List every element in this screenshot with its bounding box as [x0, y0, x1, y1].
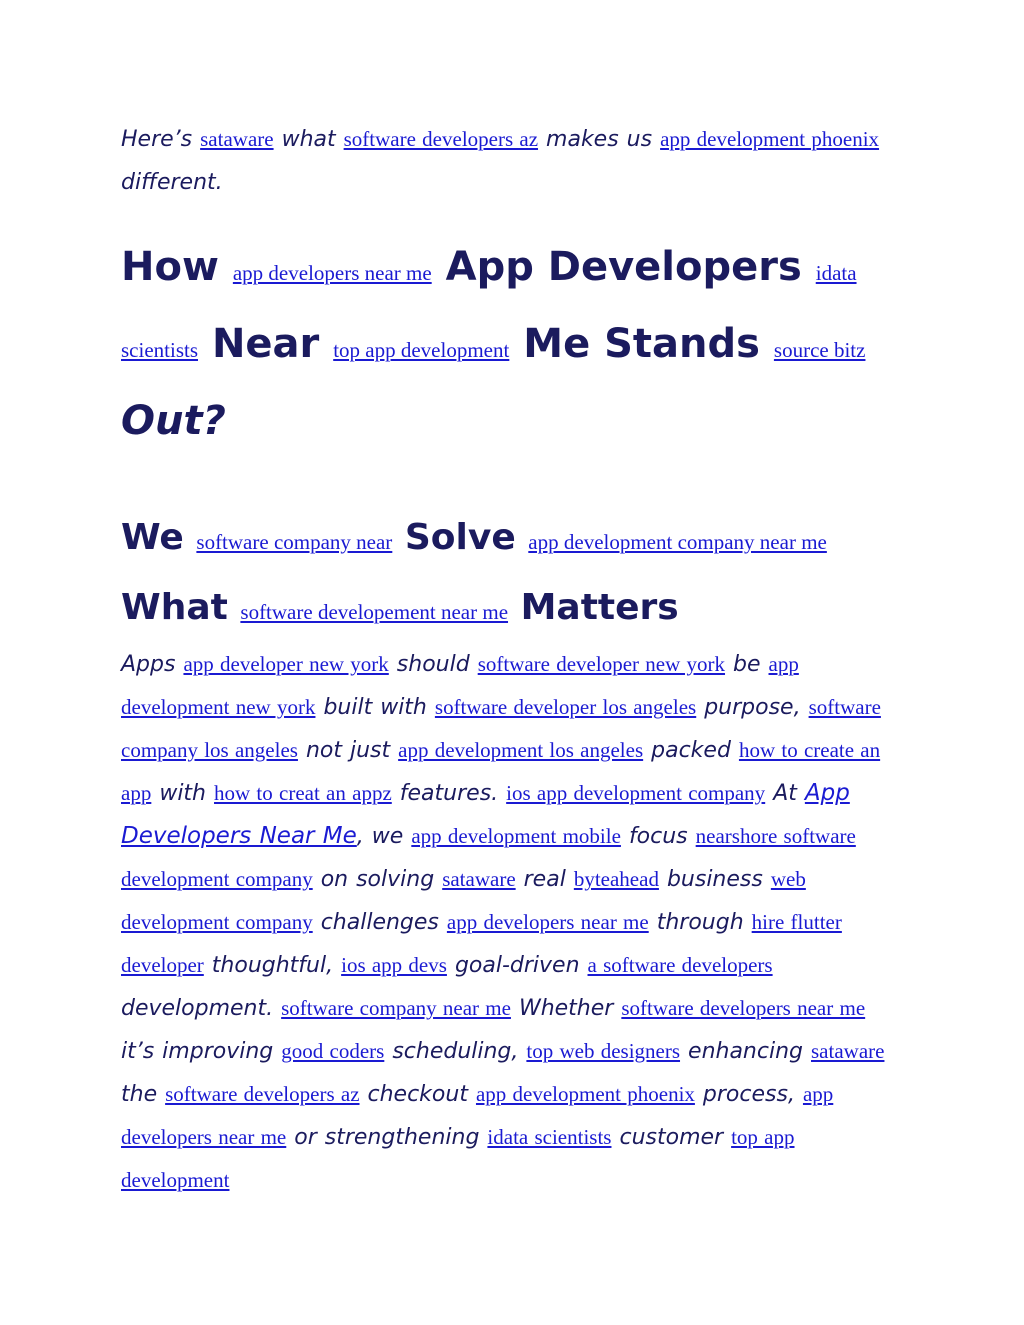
- link[interactable]: top app development: [121, 1125, 795, 1192]
- link[interactable]: software developers az: [343, 127, 539, 151]
- text-run: through: [656, 910, 744, 935]
- text-run: on solving: [320, 867, 435, 892]
- intro-paragraph: [121, 118, 901, 204]
- link[interactable]: software company near me: [281, 996, 511, 1020]
- link[interactable]: idata scientists: [487, 1125, 612, 1149]
- link[interactable]: sataware: [442, 867, 516, 891]
- link[interactable]: app developers near me: [121, 1082, 834, 1149]
- text-run: features.: [399, 781, 499, 806]
- text-run: real: [523, 867, 566, 892]
- link[interactable]: sataware: [811, 1039, 885, 1063]
- text-run: goal-driven: [454, 953, 580, 978]
- link[interactable]: source bitz: [773, 338, 866, 362]
- link[interactable]: sataware: [200, 127, 274, 151]
- link[interactable]: app development mobile: [411, 824, 621, 848]
- text-run: checkout: [367, 1082, 468, 1107]
- text-run: different.: [121, 170, 223, 195]
- text-run: business: [666, 867, 763, 892]
- text-run: makes us: [546, 127, 653, 152]
- text-run: customer: [619, 1125, 724, 1150]
- link[interactable]: software company near: [196, 530, 393, 554]
- heading-how-app-developers: [121, 232, 901, 457]
- link[interactable]: top app development: [333, 338, 510, 362]
- link[interactable]: software developer los angeles: [434, 695, 697, 719]
- text-run: built with: [323, 695, 427, 720]
- text-run: focus: [628, 824, 688, 849]
- text-run: development.: [121, 996, 274, 1021]
- link[interactable]: ios app devs: [341, 953, 447, 977]
- text-run: it’s improving: [121, 1039, 274, 1064]
- link[interactable]: software company los angeles: [121, 695, 881, 762]
- text-run: How: [121, 244, 219, 290]
- link[interactable]: nearshore software development company: [121, 824, 856, 891]
- text-run: purpose,: [704, 695, 801, 720]
- link[interactable]: app developers near me: [446, 910, 649, 934]
- link[interactable]: how to creat an appz: [214, 781, 392, 805]
- text-run: We: [121, 517, 184, 558]
- link[interactable]: app development phoenix: [660, 127, 880, 151]
- text-run: Matters: [520, 587, 679, 628]
- text-run: the: [121, 1082, 158, 1107]
- link[interactable]: software developers near me: [621, 996, 866, 1020]
- link[interactable]: app development company near me: [528, 530, 827, 554]
- link[interactable]: ios app development company: [506, 781, 766, 805]
- link[interactable]: app development phoenix: [475, 1082, 695, 1106]
- link[interactable]: web development company: [121, 867, 806, 934]
- link[interactable]: app developers near me: [232, 261, 432, 285]
- link[interactable]: good coders: [281, 1039, 385, 1063]
- text-run: thoughtful,: [211, 953, 334, 978]
- text-run: not just: [305, 738, 391, 763]
- link[interactable]: app development new york: [121, 652, 799, 719]
- link[interactable]: how to create an app: [121, 738, 881, 805]
- text-run: be: [733, 652, 761, 677]
- text-run: Apps: [121, 652, 176, 677]
- text-run: enhancing: [688, 1039, 803, 1064]
- text-run: Out?: [121, 398, 226, 444]
- text-run: Here’s: [121, 127, 193, 152]
- link[interactable]: hire flutter developer: [121, 910, 842, 977]
- text-run: what: [281, 127, 336, 152]
- text-run: At: [773, 781, 797, 806]
- link[interactable]: App Developers Near Me: [121, 780, 850, 849]
- text-run: with: [159, 781, 207, 806]
- text-run: process,: [702, 1082, 795, 1107]
- text-run: scheduling,: [392, 1039, 519, 1064]
- text-run: Whether: [518, 996, 614, 1021]
- text-run: App Developers: [445, 244, 802, 290]
- link[interactable]: a software developers: [587, 953, 773, 977]
- text-run: , we: [356, 824, 404, 849]
- link[interactable]: software developement near me: [240, 600, 509, 624]
- text-run: Me Stands: [523, 321, 760, 367]
- link[interactable]: byteahead: [573, 867, 659, 891]
- text-run: or strengthening: [294, 1125, 480, 1150]
- link[interactable]: software developers az: [165, 1082, 360, 1106]
- text-run: packed: [651, 738, 731, 763]
- link[interactable]: idata scientists: [121, 261, 857, 362]
- link[interactable]: software developer new york: [477, 652, 726, 676]
- document-page: [121, 118, 901, 1202]
- link[interactable]: app development los angeles: [398, 738, 644, 762]
- text-run: should: [396, 652, 470, 677]
- link[interactable]: app developer new york: [183, 652, 389, 676]
- text-run: challenges: [320, 910, 439, 935]
- text-run: What: [121, 587, 228, 628]
- text-run: Solve: [404, 517, 516, 558]
- body-paragraph: [121, 643, 901, 1202]
- link[interactable]: top web designers: [526, 1039, 681, 1063]
- heading-we-solve: [121, 505, 901, 645]
- text-run: Near: [211, 321, 320, 367]
